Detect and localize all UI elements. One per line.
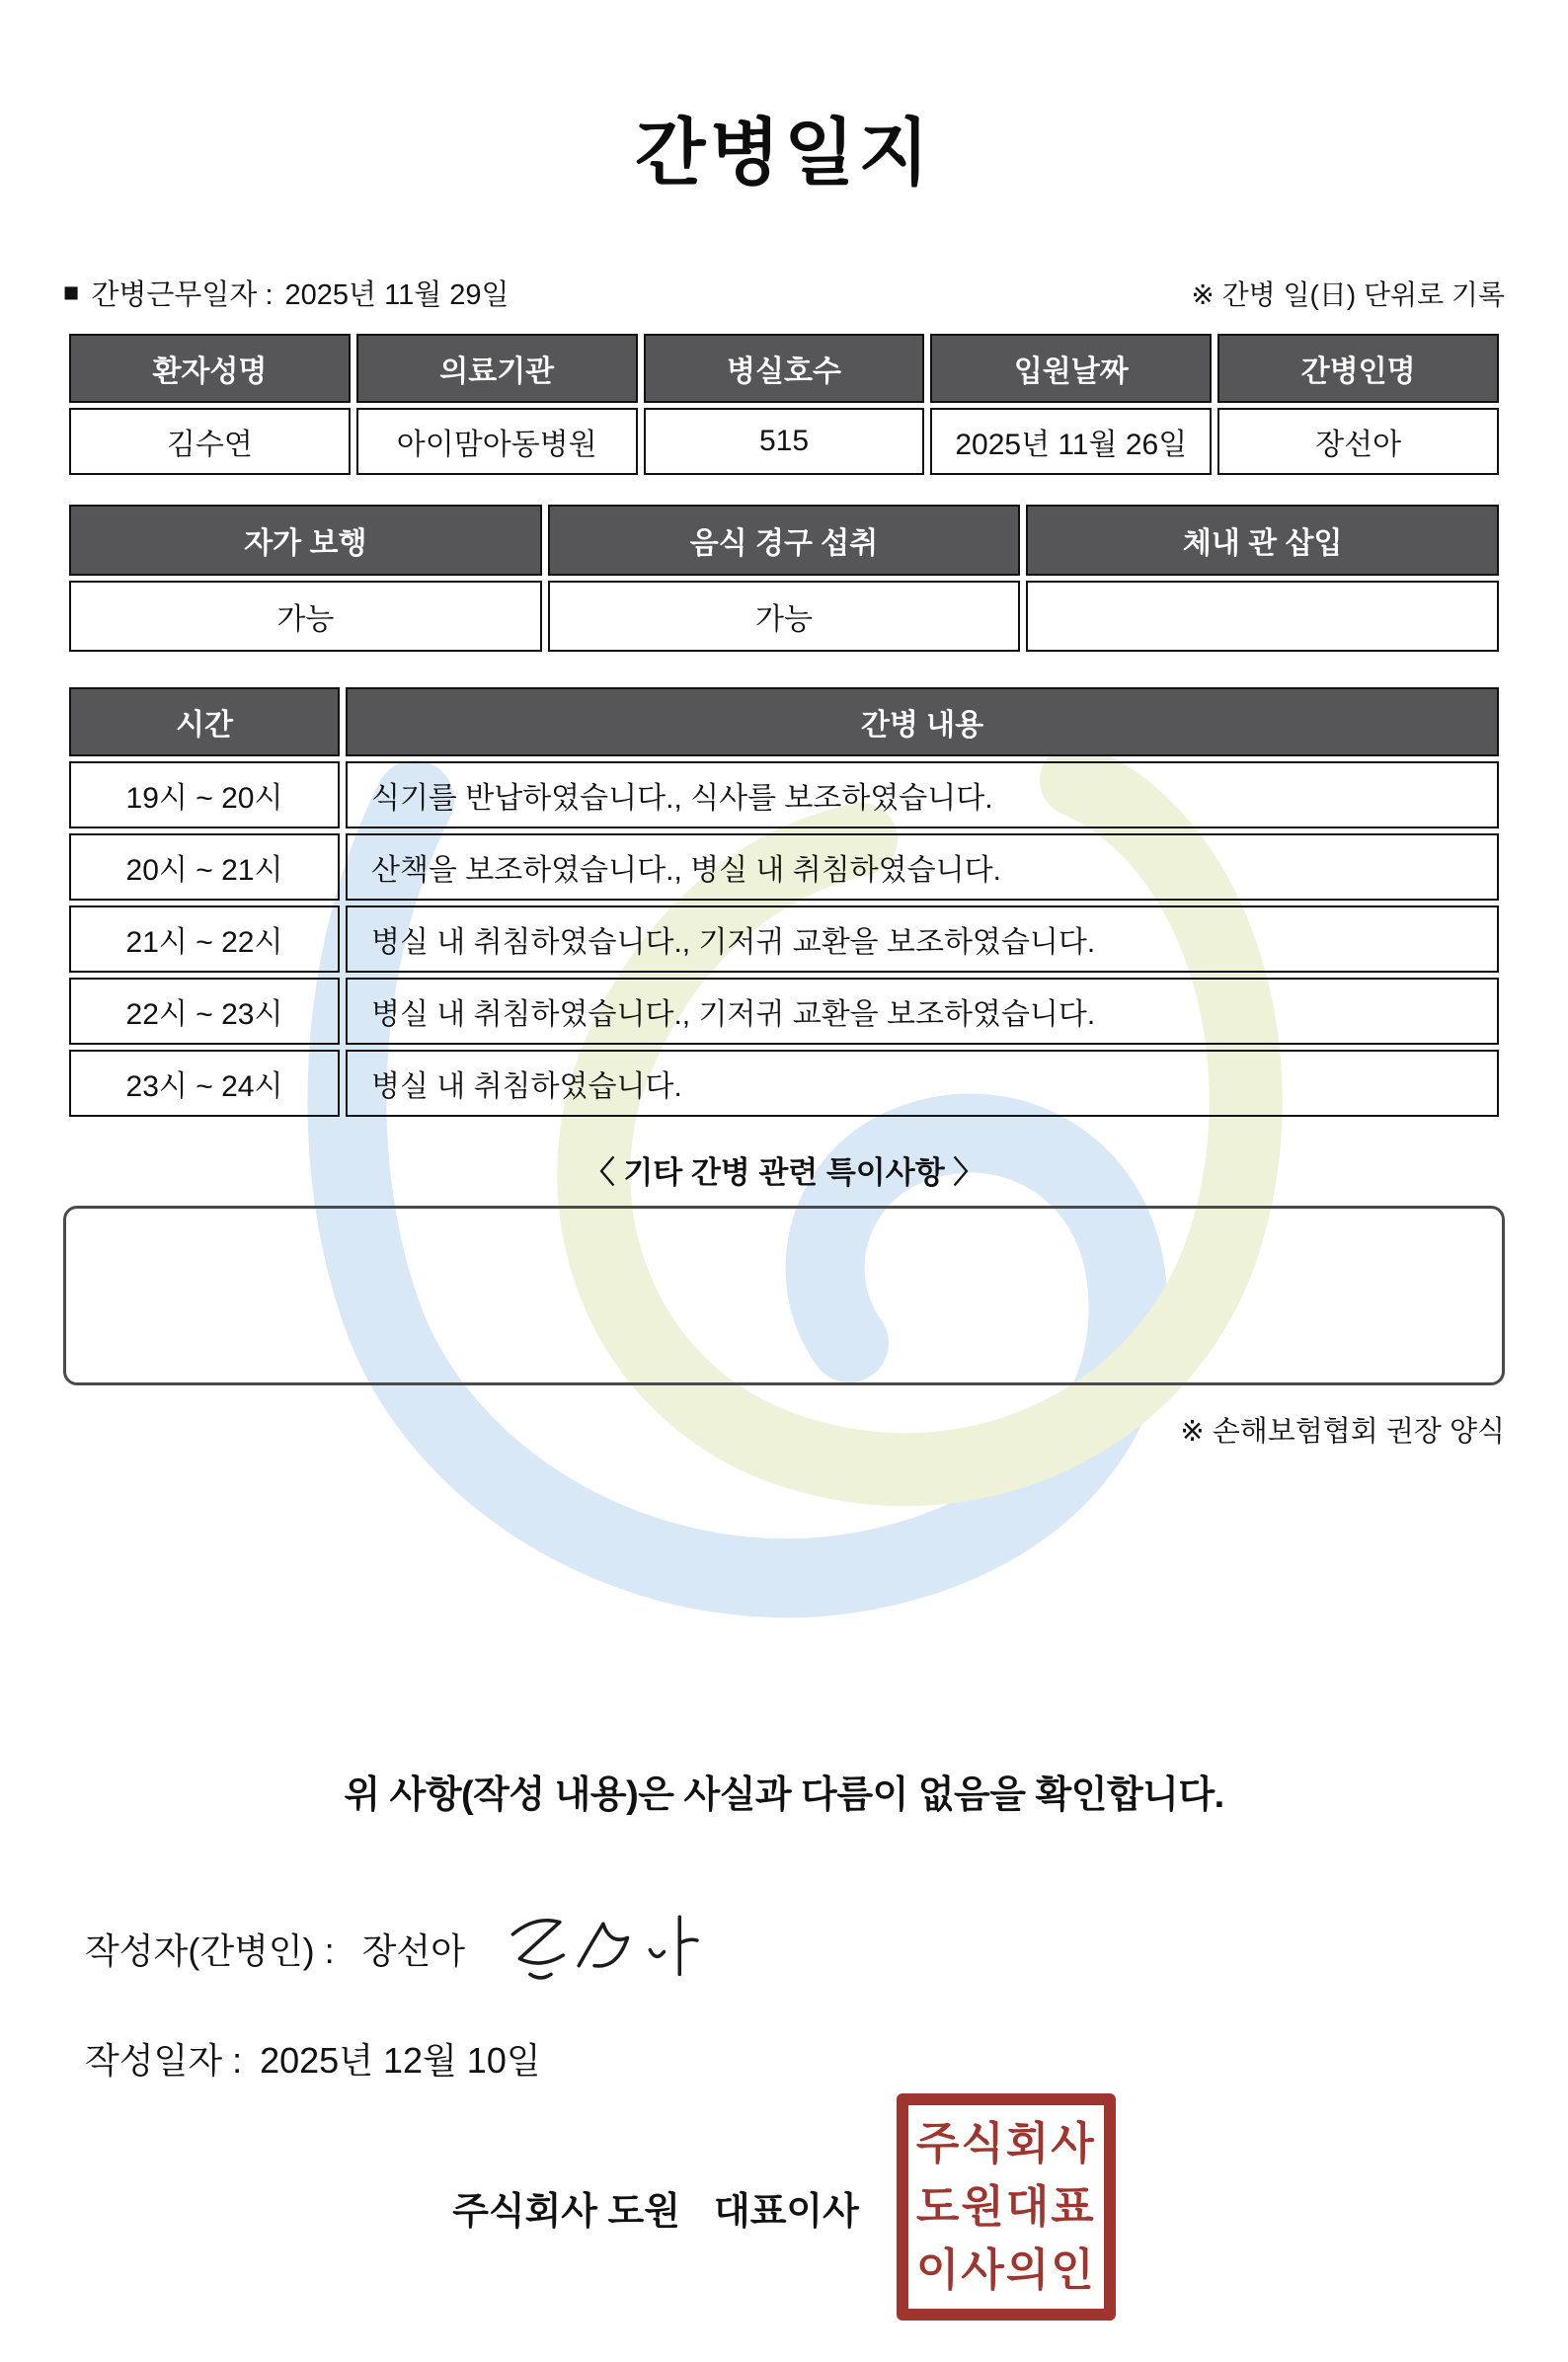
patient-status-table bbox=[63, 500, 1505, 657]
company-line bbox=[452, 2180, 859, 2235]
seal-line: 이사의인 bbox=[915, 2244, 1096, 2295]
care-log-row bbox=[69, 833, 1499, 901]
writer-name: 장선아 bbox=[361, 1929, 465, 1971]
care-log-row bbox=[69, 905, 1499, 973]
value-room-number: 515 bbox=[644, 408, 925, 475]
seal-line: 주식회사 bbox=[915, 2118, 1096, 2169]
confirmation-statement: 위 사항(작성 내용)은 사실과 다름이 없음을 확인합니다. bbox=[344, 1774, 1224, 1816]
status-header-row bbox=[69, 505, 1499, 576]
care-content: 식기를 반납하였습니다., 식사를 보조하였습니다. bbox=[346, 761, 1499, 828]
work-date-label: 간병근무일자 : bbox=[91, 279, 274, 311]
writer-line bbox=[63, 1905, 1505, 1992]
care-time: 21시 ~ 22시 bbox=[69, 905, 340, 973]
header-room-number: 병실호수 bbox=[644, 334, 925, 403]
care-time: 19시 ~ 20시 bbox=[69, 761, 340, 828]
header-medical-institution: 의료기관 bbox=[356, 334, 638, 403]
value-self-walking: 가능 bbox=[69, 581, 542, 652]
header-caregiver-name: 간병인명 bbox=[1217, 334, 1499, 403]
care-log-row bbox=[69, 978, 1499, 1045]
corporate-seal-stamp bbox=[897, 2093, 1116, 2321]
work-date-line bbox=[63, 273, 510, 313]
written-date-line bbox=[63, 2033, 1505, 2084]
care-log-header-row bbox=[69, 687, 1499, 756]
value-patient-name: 김수연 bbox=[69, 408, 351, 475]
value-admission-date: 2025년 11월 26일 bbox=[930, 408, 1212, 475]
written-date-value: 2025년 12월 10일 bbox=[260, 2040, 541, 2081]
care-time: 23시 ~ 24시 bbox=[69, 1050, 340, 1117]
value-tube-insertion bbox=[1026, 581, 1499, 652]
care-content: 병실 내 취침하였습니다. bbox=[346, 1050, 1499, 1117]
header-self-walking: 자가 보행 bbox=[69, 505, 542, 576]
header-time: 시간 bbox=[69, 687, 340, 756]
written-date-label: 작성일자 : bbox=[85, 2040, 243, 2081]
care-time: 20시 ~ 21시 bbox=[69, 833, 340, 901]
status-value-row bbox=[69, 581, 1499, 652]
ceo-title: 대표이사 bbox=[713, 2190, 859, 2233]
header-patient-name: 환자성명 bbox=[69, 334, 351, 403]
patient-info-header-row bbox=[69, 334, 1499, 403]
special-notes-heading: 〈 기타 간병 관련 특이사항 〉 bbox=[584, 1155, 984, 1190]
value-medical-institution: 아이맘아동병원 bbox=[356, 408, 638, 475]
company-seal-row bbox=[63, 2093, 1505, 2321]
care-log-table bbox=[63, 682, 1505, 1122]
care-log-row bbox=[69, 761, 1499, 828]
special-notes-box bbox=[63, 1206, 1505, 1385]
value-caregiver-name: 장선아 bbox=[1217, 408, 1499, 475]
care-content: 산책을 보조하였습니다., 병실 내 취침하였습니다. bbox=[346, 833, 1499, 901]
record-unit-note: ※ 간병 일(日) 단위로 기록 bbox=[1191, 279, 1505, 310]
header-admission-date: 입원날짜 bbox=[930, 334, 1212, 403]
care-log-row bbox=[69, 1050, 1499, 1117]
seal-line: 도원대표 bbox=[915, 2181, 1096, 2233]
header-care-content: 간병 내용 bbox=[346, 687, 1499, 756]
meta-row bbox=[63, 273, 1505, 313]
care-time: 22시 ~ 23시 bbox=[69, 978, 340, 1045]
header-tube-insertion: 체내 관 삽입 bbox=[1026, 505, 1499, 576]
company-name: 주식회사 도원 bbox=[452, 2190, 680, 2233]
patient-info-table bbox=[63, 329, 1505, 480]
writer-label: 작성자(간병인) : bbox=[85, 1929, 335, 1971]
page-title: 간병일지 bbox=[635, 112, 933, 194]
document-content bbox=[0, 95, 1568, 2321]
header-oral-intake: 음식 경구 섭취 bbox=[548, 505, 1021, 576]
work-date-value: 2025년 11월 29일 bbox=[284, 279, 510, 311]
handwritten-signature bbox=[491, 1905, 728, 1992]
black-square-icon: ■ bbox=[63, 277, 80, 307]
value-oral-intake: 가능 bbox=[548, 581, 1021, 652]
insurance-form-note: ※ 손해보험협회 권장 양식 bbox=[1180, 1416, 1505, 1448]
care-content: 병실 내 취침하였습니다., 기저귀 교환을 보조하였습니다. bbox=[346, 905, 1499, 973]
care-content: 병실 내 취침하였습니다., 기저귀 교환을 보조하였습니다. bbox=[346, 978, 1499, 1045]
patient-info-value-row bbox=[69, 408, 1499, 475]
